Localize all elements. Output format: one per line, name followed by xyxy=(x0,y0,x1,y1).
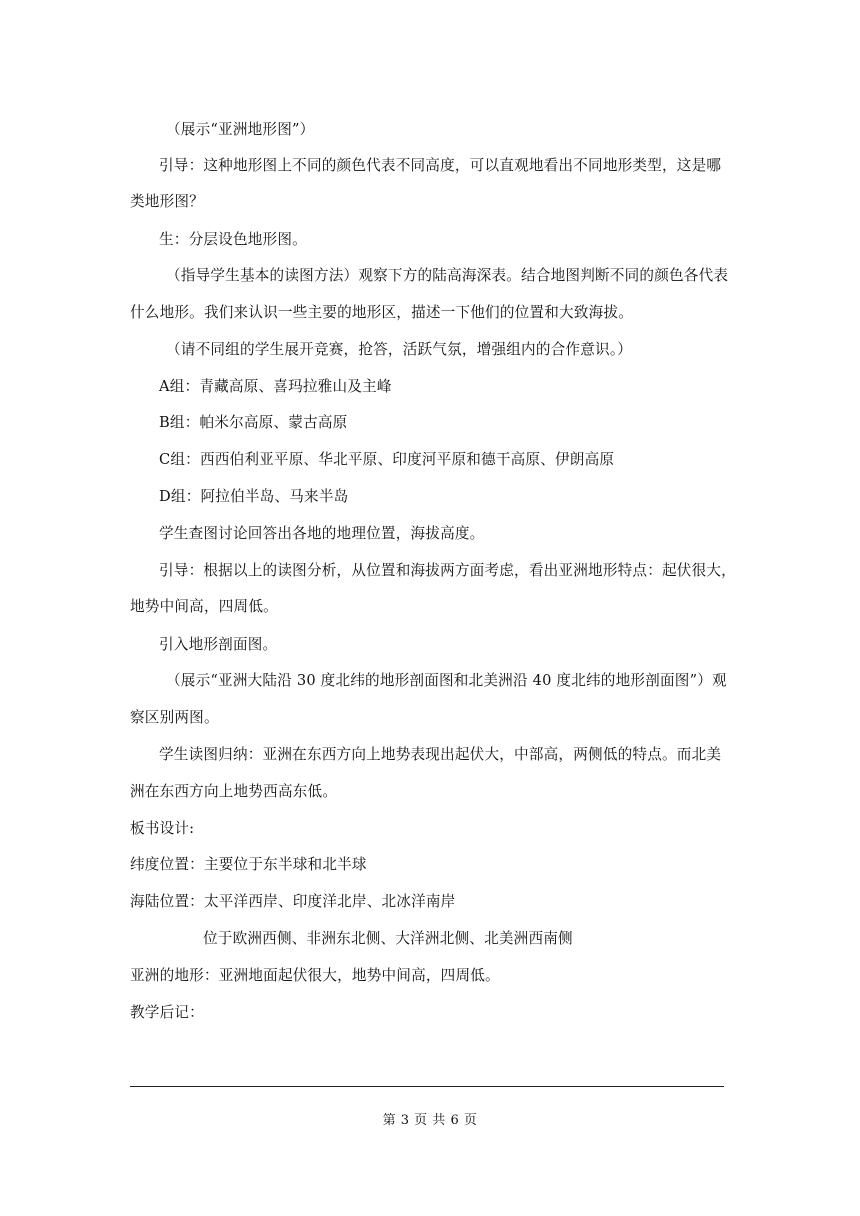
paragraph-line: 类地形图？ xyxy=(130,193,204,210)
paragraph-line: 什么地形。我们来认识一些主要的地形区，描述一下他们的位置和大致海拔。 xyxy=(130,304,633,321)
group-a-item: A组：青藏高原、喜玛拉雅山及主峰 xyxy=(159,378,392,395)
paragraph-line: 引导：根据以上的读图分析，从位置和海拔两方面考虑，看出亚洲地形特点：起伏很大， xyxy=(159,562,736,579)
section-heading: 教学后记： xyxy=(130,1004,204,1021)
footer-divider xyxy=(130,1086,724,1087)
paragraph-line: （请不同组的学生展开竞赛，抢答，活跃气氛，增强组内的合作意识。） xyxy=(166,341,633,358)
page-number: 第 3 页 共 6 页 xyxy=(382,1113,478,1128)
board-design-line: 亚洲的地形：亚洲地面起伏很大，地势中间高，四周低。 xyxy=(130,967,500,984)
paragraph-line: 地势中间高，四周低。 xyxy=(130,598,278,615)
paragraph-line: （指导学生基本的读图方法）观察下方的陆高海深表。结合地图判断不同的颜色各代表 xyxy=(166,267,729,284)
paragraph-line: 洲在东西方向上地势西高东低。 xyxy=(130,783,338,800)
group-d-item: D组：阿拉伯半岛、马来半岛 xyxy=(159,488,349,505)
paragraph-line: （展示“亚洲地形图”） xyxy=(166,121,315,138)
paragraph-line: 学生查图讨论回答出各地的地理位置，海拔高度。 xyxy=(159,525,485,542)
group-b-item: B组：帕米尔高原、蒙古高原 xyxy=(159,414,348,431)
paragraph-line: （展示“亚洲大陆沿 30 度北纬的地形剖面图和北美洲沿 40 度北纬的地形剖面图”）观 xyxy=(166,672,727,689)
board-design-line: 位于欧洲西侧、非洲东北侧、大洋洲北侧、北美洲西南侧 xyxy=(203,930,573,947)
paragraph-line: 察区别两图。 xyxy=(130,709,219,726)
section-heading: 板书设计: xyxy=(130,820,195,837)
board-design-line: 海陆位置：太平洋西岸、印度洋北岸、北冰洋南岸 xyxy=(130,893,456,910)
paragraph-line: 引导：这种地形图上不同的颜色代表不同高度，可以直观地看出不同地形类型，这是哪 xyxy=(159,157,722,174)
board-design-line: 纬度位置：主要位于东半球和北半球 xyxy=(130,856,367,873)
group-c-item: C组：西西伯利亚平原、华北平原、印度河平原和德干高原、伊朗高原 xyxy=(159,451,615,468)
paragraph-line: 引入地形剖面图。 xyxy=(159,636,278,653)
paragraph-line: 生：分层设色地形图。 xyxy=(159,231,307,248)
paragraph-line: 学生读图归纳：亚洲在东西方向上地势表现出起伏大，中部高，两侧低的特点。而北美 xyxy=(159,746,722,763)
